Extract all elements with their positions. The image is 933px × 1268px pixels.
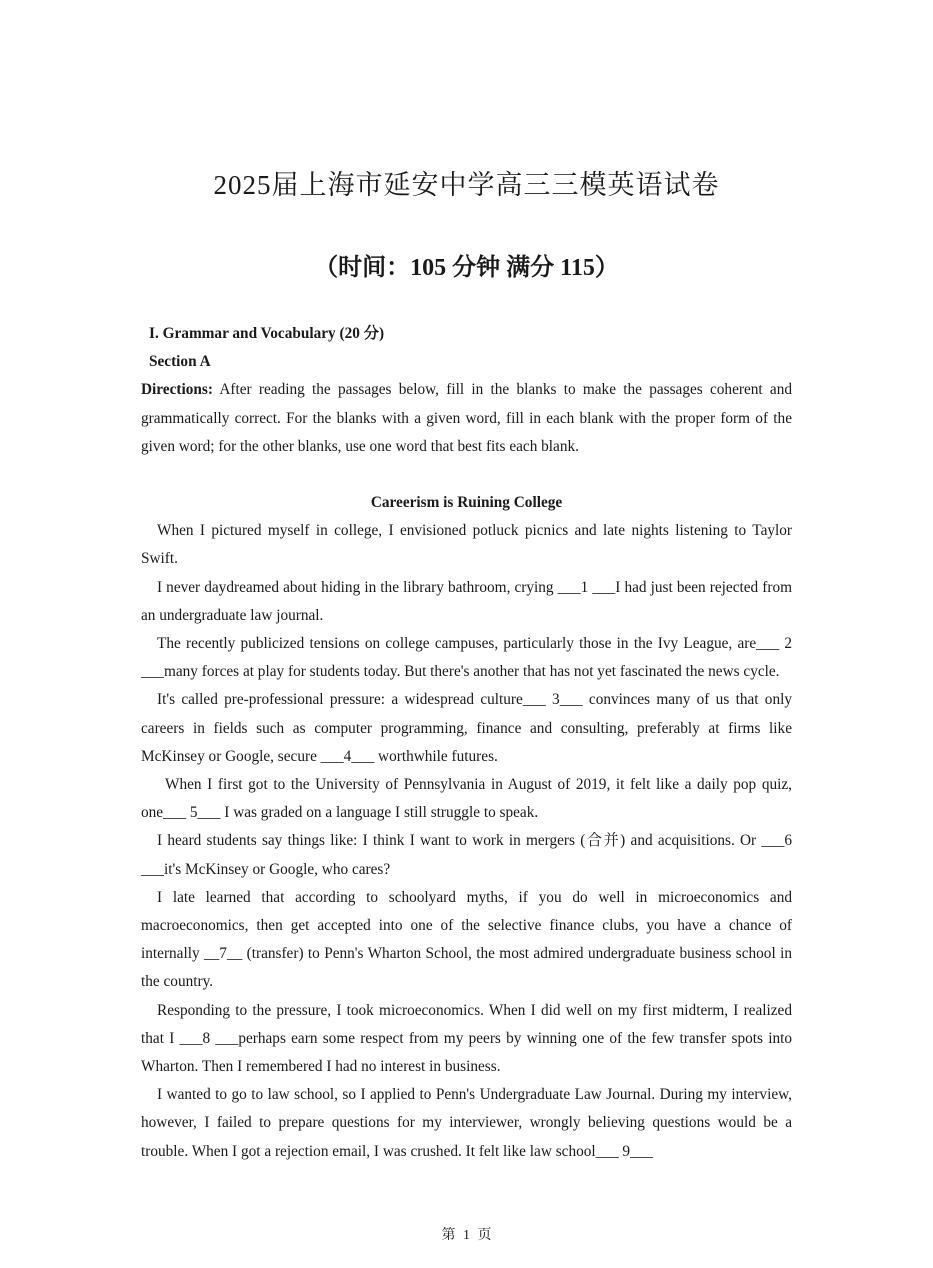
- page-number: 第 1 页: [441, 1228, 492, 1243]
- exam-content: [141, 320, 792, 1166]
- part-heading: I. Grammar and Vocabulary (20 分): [149, 325, 385, 342]
- passage-paragraph: Responding to the pressure, I took microeconomics. When I did well on my first midterm, I realized that I ___8 ___perhaps earn some respect from my peers by winning one of the few transfer spots into Wharton. Then I remembered I had no interest in business.: [141, 1001, 792, 1076]
- passage-paragraph: I heard students say things like: I think I want to work in mergers (合并) and acquisitions. Or ___6 ___it's McKinsey or Google, who cares?: [141, 832, 792, 878]
- section-heading: Section A: [149, 353, 211, 371]
- passage-title: Careerism is Ruining College: [370, 494, 563, 512]
- passage-paragraph: I wanted to go to law school, so I applied to Penn's Undergraduate Law Journal. During my interview, however, I failed to prepare questions for my interviewer, wrongly believing questions would be a trouble. When I got a rejection email, I was crushed. It felt like law school___ 9___: [141, 1086, 792, 1160]
- passage-paragraph: I never daydreamed about hiding in the library bathroom, crying ___1 ___I had just been rejected from an undergraduate law journal.: [141, 578, 792, 624]
- directions: [141, 376, 792, 461]
- passage-paragraph: When I first got to the University of Pennsylvania in August of 2019, it felt like a daily pop quiz, one___ 5___ I was graded on a language I still struggle to speak.: [141, 776, 792, 822]
- passage-paragraph: The recently publicized tensions on college campuses, particularly those in the Ivy League, are___ 2 ___many forces at play for students today. But there's another that has not yet fascinated the news cycle.: [141, 635, 792, 681]
- passage-paragraph: I late learned that according to schoolyard myths, if you do well in microeconomics and macroeconomics, then get accepted into one of the selective finance clubs, you have a chance of internally __7__ (transfer) to Penn's Wharton School, the most admired undergraduate business school in the country.: [141, 888, 792, 991]
- exam-title: 2025届上海市延安中学高三三模英语试卷: [213, 170, 720, 200]
- exam-subtitle: （时间：105 分钟 满分 115）: [314, 255, 619, 281]
- passage-paragraph: It's called pre-professional pressure: a widespread culture___ 3___ convinces many of us that only careers in fields such as computer programming, finance and consulting, preferably at firms like McKinsey or Google, secure ___4___ worthwhile futures.: [141, 691, 792, 765]
- directions-text: After reading the passages below, fill in the blanks to make the passages coherent and grammatically correct. For the blanks with a given word, fill in each blank with the proper form of the given word; for the other blanks, use one word that best fits each blank.: [141, 381, 792, 455]
- directions-label: Directions:: [141, 381, 213, 399]
- passage-paragraph: When I pictured myself in college, I envisioned potluck picnics and late nights listening to Taylor Swift.: [141, 522, 792, 568]
